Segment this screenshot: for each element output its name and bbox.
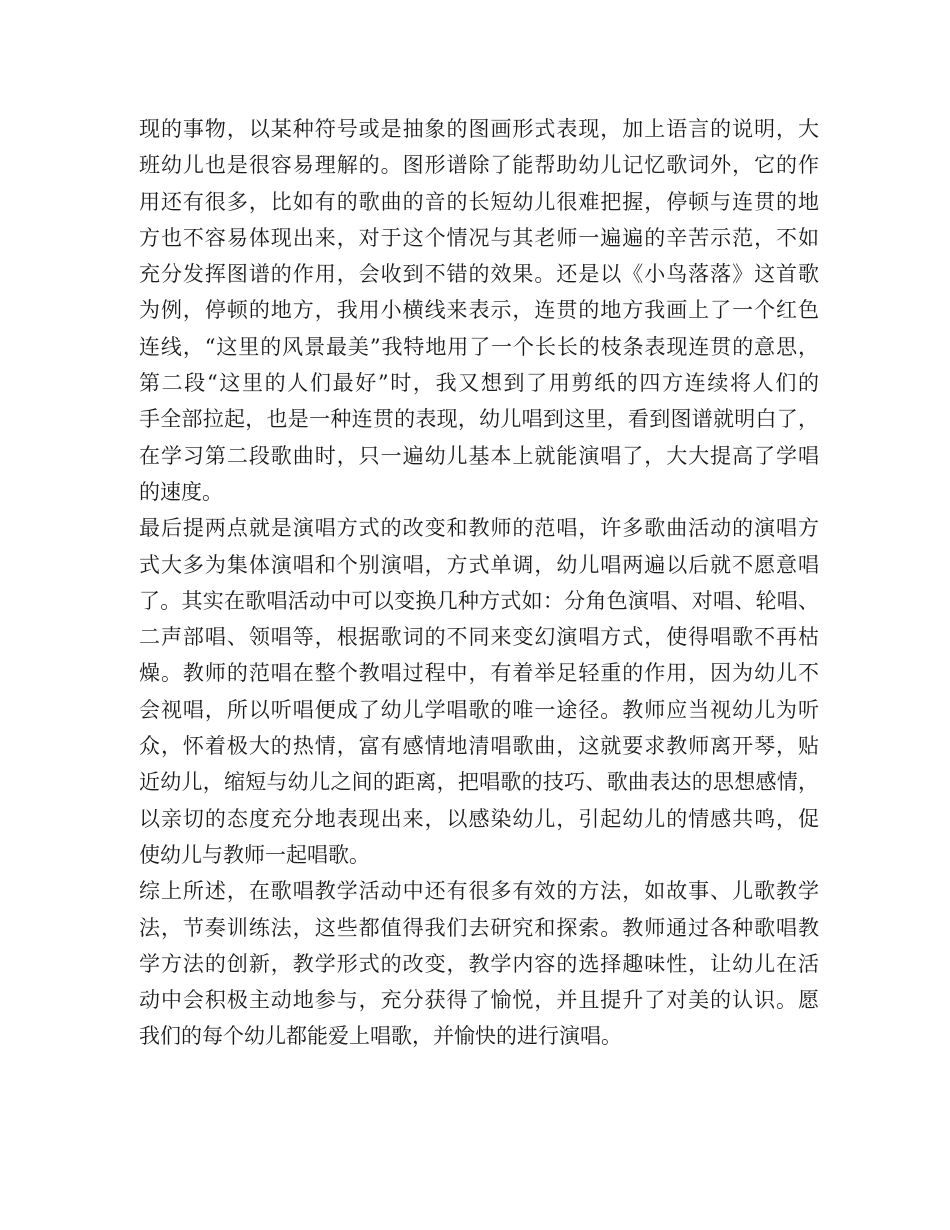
text-line: 动中会积极主动地参与，充分获得了愉悦，并且提升了对美的认识。愿 (139, 988, 819, 1013)
text-line: 方也不容易体现出来，对于这个情况与其老师一遍遍的辛苦示范，不如 (139, 225, 819, 250)
text-line: 会视唱，所以听唱便成了幼儿学唱歌的唯一途径。教师应当视幼儿为听 (139, 697, 819, 722)
text-line: 使幼儿与教师一起唱歌。 (139, 842, 370, 867)
text-line: 手全部拉起，也是一种连贯的表现，幼儿唱到这里，看到图谱就明白了， (139, 407, 819, 432)
paragraph-3 (139, 873, 819, 1054)
text-line: 在学习第二段歌曲时，只一遍幼儿基本上就能演唱了，大大提高了学唱 (139, 443, 819, 468)
text-line: 最后提两点就是演唱方式的改变和教师的范唱，许多歌曲活动的演唱方 (139, 516, 819, 541)
text-line: 用还有很多，比如有的歌曲的音的长短幼儿很难把握，停顿与连贯的地 (139, 189, 819, 214)
text-line: 法，节奏训练法，这些都值得我们去研究和探索。教师通过各种歌唱教 (139, 915, 819, 940)
text-line: 综上所述，在歌唱教学活动中还有很多有效的方法，如故事、儿歌教学 (139, 879, 819, 904)
text-line: 近幼儿，缩短与幼儿之间的距离，把唱歌的技巧、歌曲表达的思想感情， (139, 770, 819, 795)
text-line: 以亲切的态度充分地表现出来，以感染幼儿，引起幼儿的情感共鸣，促 (139, 806, 819, 831)
text-line: 为例，停顿的地方，我用小横线来表示，连贯的地方我画上了一个红色 (139, 298, 819, 323)
text-line: 充分发挥图谱的作用，会收到不错的效果。还是以《小鸟落落》这首歌 (139, 262, 819, 287)
text-line: 众，怀着极大的热情，富有感情地清唱歌曲，这就要求教师离开琴，贴 (139, 734, 819, 759)
text-line: 班幼儿也是很容易理解的。图形谱除了能帮助幼儿记忆歌词外，它的作 (139, 153, 819, 178)
paragraph-1 (139, 111, 819, 510)
paragraph-2 (139, 510, 819, 873)
text-line: 式大多为集体演唱和个别演唱，方式单调，幼儿唱两遍以后就不愿意唱 (139, 552, 819, 577)
text-line: 现的事物，以某种符号或是抽象的图画形式表现，加上语言的说明，大 (139, 117, 819, 141)
text-line: 二声部唱、领唱等，根据歌词的不同来变幻演唱方式，使得唱歌不再枯 (139, 625, 819, 650)
text-line: 燥。教师的范唱在整个教唱过程中，有着举足轻重的作用，因为幼儿不 (139, 661, 819, 686)
text-line: 了。其实在歌唱活动中可以变换几种方式如：分角色演唱、对唱、轮唱、 (139, 588, 819, 613)
text-line: 学方法的创新，教学形式的改变，教学内容的选择趣味性，让幼儿在活 (139, 951, 819, 976)
text-line: 的速度。 (139, 479, 223, 504)
document-body (139, 111, 819, 1055)
text-line: 连线，“这里的风景最美”我特地用了一个长长的枝条表现连贯的意思， (139, 334, 819, 359)
text-line: 第二段“这里的人们最好”时，我又想到了用剪纸的四方连续将人们的 (139, 371, 819, 396)
text-line: 我们的每个幼儿都能爱上唱歌，并愉快的进行演唱。 (139, 1024, 622, 1049)
